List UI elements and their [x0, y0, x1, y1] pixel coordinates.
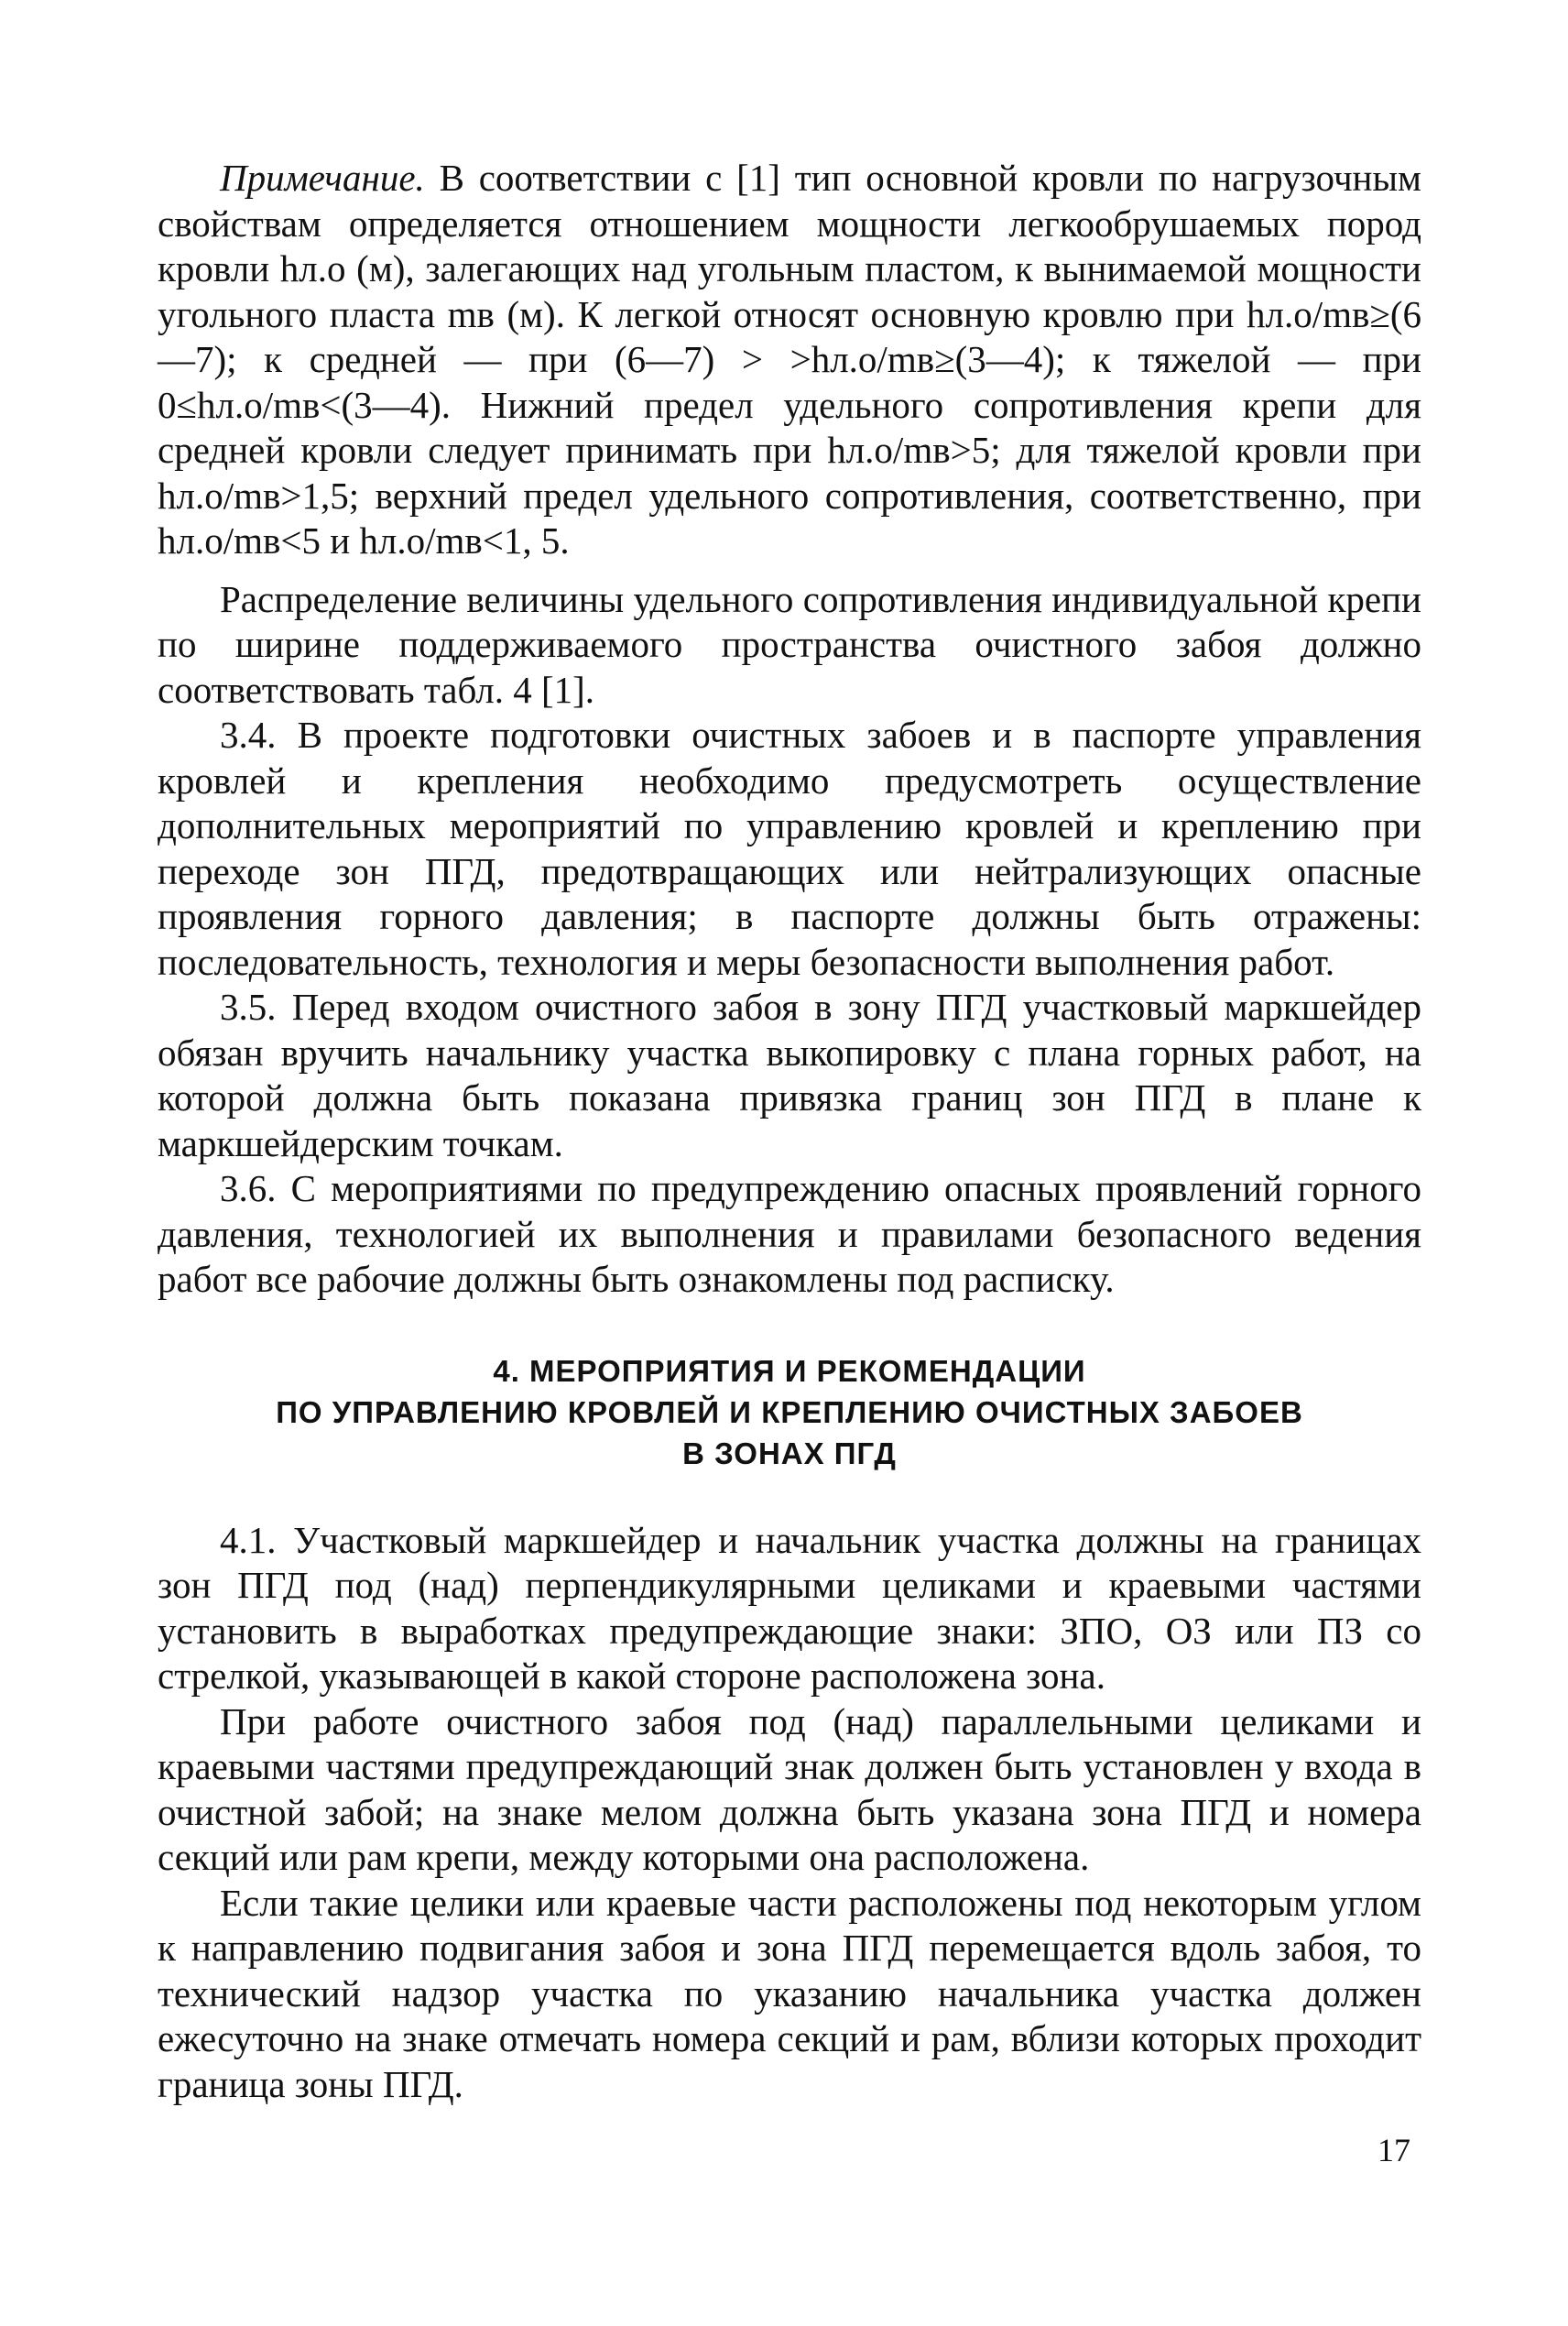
section-heading-line-1: 4. МЕРОПРИЯТИЯ И РЕКОМЕНДАЦИИ — [493, 1353, 1086, 1388]
paragraph-3-4: 3.4. В проекте подготовки очистных забоев и в паспорте управления кровлей и крепления необходимо предусмотреть осуществление дополнительных мероприятий по управлению кровлей и креплению при переходе зон ПГД, предотвращающих или нейтрализующих опасные проявления горного давления; в паспорте должны быть отражены: последовательность, технология и меры безопасности выполнения работ. — [158, 714, 1421, 983]
paragraph-3-5: 3.5. Перед входом очистного забоя в зону ПГД участковый маркшейдер обязан вручить начальнику участка выкопировку с плана горных работ, на которой должна быть показана привязка границ зон ПГД в плане к маркшейдерским точкам. — [158, 986, 1421, 1164]
section-heading-line-2: ПО УПРАВЛЕНИЮ КРОВЛЕЙ И КРЕПЛЕНИЮ ОЧИСТНЫХ ЗАБОЕВ — [276, 1394, 1303, 1429]
document-page — [158, 156, 1421, 2107]
note-label: Примечание. — [220, 157, 425, 199]
paragraph-3-6: 3.6. С мероприятиями по предупреждению опасных проявлений горного давления, технологией их выполнения и правилами безопасного ведения работ все рабочие должны быть ознакомлены под расписку. — [158, 1167, 1421, 1300]
note-paragraph — [158, 156, 1421, 564]
paragraph-angled-pillars: Если такие целики или краевые части расположены под некоторым углом к направлению подвигания забоя и зона ПГД перемещается вдоль забоя, то технический надзор участка по указанию начальника участка должен ежесуточно на знаке отмечать номера секций и рам, вблизи которых проходит граница зоны ПГД. — [158, 1881, 1421, 2105]
section-heading — [158, 1350, 1421, 1474]
page-number: 17 — [1377, 2132, 1410, 2168]
paragraph-4-1: 4.1. Участковый маркшейдер и начальник участка должны на границах зон ПГД под (над) перпендикулярными целиками и краевыми частями установить в выработках предупреждающие знаки: ЗПО, ОЗ или ПЗ со стрелкой, указывающей в какой стороне расположена зона. — [158, 1518, 1421, 1697]
paragraph-parallel-pillars: При работе очистного забоя под (над) параллельными целиками и краевыми частями предупреждающий знак должен быть установлен у входа в очистной забой; на знаке мелом должна быть указана зона ПГД и номера секций или рам крепи, между которыми она расположена. — [158, 1699, 1421, 1878]
paragraph-distribution: Распределение величины удельного сопротивления индивидуальной крепи по ширине поддерживаемого пространства очистного забоя должно соответствовать табл. 4 [1]. — [158, 577, 1421, 711]
section-heading-line-3: В ЗОНАХ ПГД — [682, 1436, 897, 1470]
note-text: В соответствии с [1] тип основной кровли по нагрузочным свойствам определяется отношением мощности легкообрушаемых пород кровли hл.о (м), залегающих над угольным пластом, к вынимаемой мощности угольного пласта mв (м). К легкой относят основную кровлю при hл.о/mв≥(6—7); к средней — при (6—7) > >hл.о/mв≥(3—4); к тяжелой — при 0≤hл.о/mв<(3—4). Нижний предел удельного сопротивления крепи для средней кровли следует принимать при hл.о/mв>5; для тяжелой кровли при hл.о/mв>1,5; верхний предел удельного сопротивления, соответственно, при hл.о/mв<5 и hл.о/mв<1, 5. — [158, 157, 1421, 562]
